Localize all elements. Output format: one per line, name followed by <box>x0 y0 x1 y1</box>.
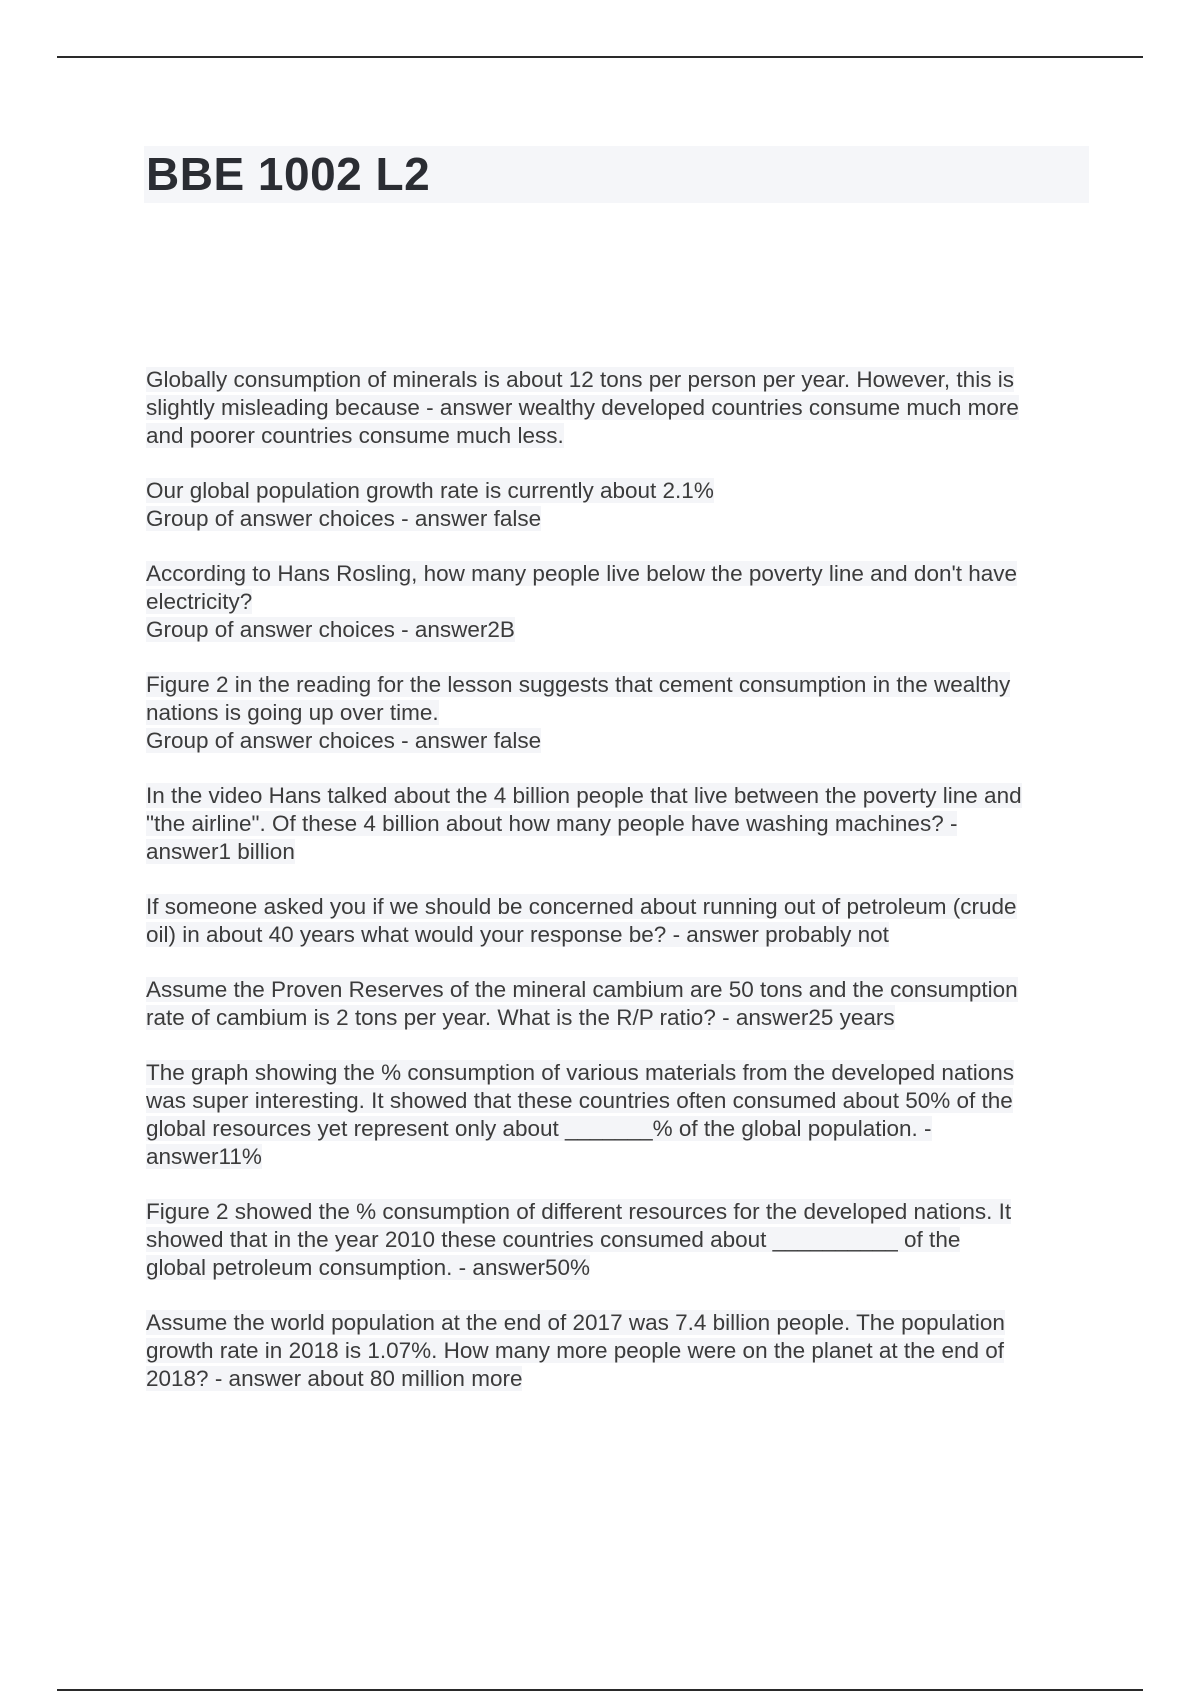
qa-text: Globally consumption of minerals is about 12 tons per person per year. However, this is slightly misleading because - answer wealthy developed countries consume much more and poorer countries consume much less. <box>146 367 1019 448</box>
qa-text: Assume the world population at the end of 2017 was 7.4 billion people. The population growth rate in 2018 is 1.07%. How many more people were on the planet at the end of 2018? - answer about 80 million more <box>146 1310 1005 1391</box>
qa-text: In the video Hans talked about the 4 billion people that live between the poverty line and "the airline". Of these 4 billion about how many people have washing machines? - answer1 billion <box>146 783 1022 864</box>
qa-item <box>146 976 1091 1032</box>
qa-text: If someone asked you if we should be concerned about running out of petroleum (crude oil) in about 40 years what would your response be? - answer probably not <box>146 894 1017 947</box>
qa-text: Figure 2 showed the % consumption of different resources for the developed nations. It showed that in the year 2010 these countries consumed about __________ of the global petroleum consumption. - answer50% <box>146 1199 1012 1280</box>
qa-item <box>146 1309 1091 1393</box>
qa-item <box>146 1059 1091 1171</box>
qa-item <box>146 893 1091 949</box>
qa-text: Our global population growth rate is currently about 2.1% Group of answer choices - answer false <box>146 478 714 531</box>
top-rule <box>57 56 1143 58</box>
bottom-rule <box>57 1689 1143 1691</box>
qa-text: The graph showing the % consumption of various materials from the developed nations was super interesting. It showed that these countries often consumed about 50% of the global resources yet represent only about _______% of the global population. - answer11% <box>146 1060 1014 1169</box>
qa-item <box>146 366 1091 450</box>
qa-item <box>146 671 1091 755</box>
qa-item <box>146 1198 1091 1282</box>
qa-text: Figure 2 in the reading for the lesson suggests that cement consumption in the wealthy nations is going up over time. Group of answer choices - answer false <box>146 672 1011 753</box>
qa-item <box>146 782 1091 866</box>
qa-text: According to Hans Rosling, how many people live below the poverty line and don't have electricity? Group of answer choices - answer2B <box>146 561 1018 642</box>
qa-item <box>146 560 1091 644</box>
qa-item <box>146 477 1091 533</box>
qa-list <box>146 366 1091 1420</box>
document-title: BBE 1002 L2 <box>146 148 431 200</box>
qa-text: Assume the Proven Reserves of the mineral cambium are 50 tons and the consumption rate of cambium is 2 tons per year. What is the R/P ratio? - answer25 years <box>146 977 1018 1030</box>
